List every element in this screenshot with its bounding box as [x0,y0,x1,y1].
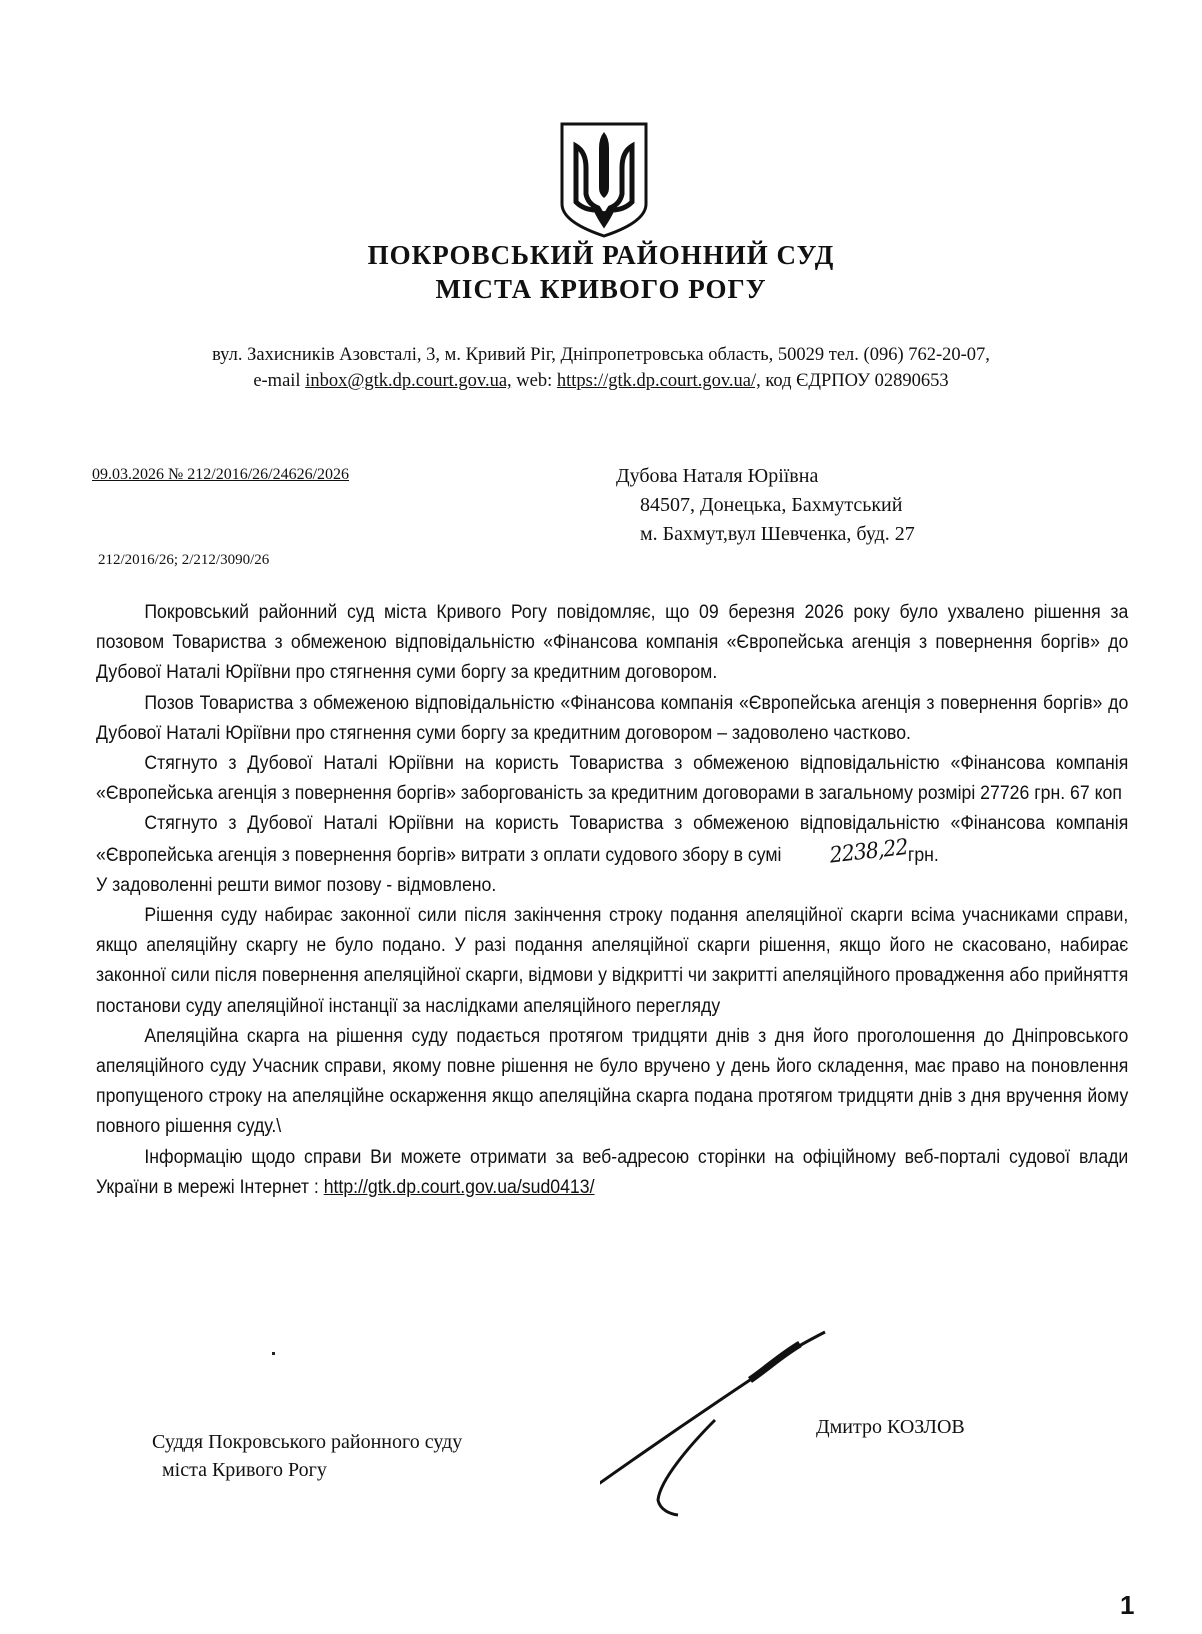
paragraph-debt-recovered: Стягнуто з Дубової Наталі Юріївни на користь Товариства з обмеженою відповідальністю «Фінансова компанія «Європейська агенція з повернення боргів» заборгованість за кредитним договорами в загальному розмірі 27726 грн. 67 коп [96,753,1129,805]
stray-mark [272,1352,275,1355]
handwritten-signature-icon [600,1320,960,1570]
paragraph-appeal: Апеляційна скарга на рішення суду подається протягом тридцяти днів з дня його проголошення до Дніпровського апеляційного суду Учасник справи, якому повне рішення не було вручено у день його складення, має право на поновлення пропущеного строку на апеляційне оскарження якщо апеляційна скарга подана протягом тридцяти днів з дня вручення йому повного рішення суду.\ [96,1025,1129,1138]
paragraph-rest-denied: У задоволенні решти вимог позову - відмовлено. [96,874,497,896]
paragraph-info: Інформацію щодо справи Ви можете отримати за веб-адресою сторінки на офіційному веб-порталі судової влади України в мережі Інтернет : http://gtk.dp.court.gov.ua/sud0413/ [96,1146,1129,1198]
recipient-address-line2: м. Бахмут,вул Шевченка, буд. 27 [640,523,915,545]
case-references: 212/2016/26; 2/212/3090/26 [98,552,270,568]
judge-position-line1: Суддя Покровського районного суду [152,1431,463,1453]
court-contacts [60,342,1142,394]
court-contact-line [60,368,1142,394]
case-info-link[interactable]: http://gtk.dp.court.gov.ua/sud0413/ [323,1176,595,1198]
judge-name: Дмитро КОЗЛОВ [816,1416,965,1438]
registration-number: 09.03.2026 № 212/2016/26/24626/2026 [92,466,350,483]
email-label: e-mail [253,371,301,391]
judge-position-line2: міста Кривого Рогу [162,1459,327,1481]
court-name-line1: ПОКРОВСЬКИЙ РАЙОННИЙ СУД [367,240,835,270]
paragraph-claim-result: Позов Товариства з обмеженою відповідальністю «Фінансова компанія «Європейська агенція з повернення боргів» до Дубової Наталі Юріївни про стягнення суми боргу за кредитним договором – задоволено частково. [96,692,1129,744]
paragraph-legal-force: Рішення суду набирає законної сили після закінчення строку подання апеляційної скарги всіма учасниками справи, якщо апеляційну скаргу не було подано. У разі подання апеляційної скарги рішення, якщо його не скасовано, набирає законної сили після повернення апеляційної скарги, відмови у відкритті чи закритті апеляційного провадження або прийняття постанови суду апеляційної інстанції за наслідками апеляційного перегляду [96,905,1129,1017]
trident-coat-of-arms-icon [558,118,650,240]
recipient-block [616,462,915,549]
paragraph-court-fee: Стягнуто з Дубової Наталі Юріївни на користь Товариства з обмеженою відповідальністю «Фінансова компанія «Європейська агенція з повернення боргів» витрати з оплати судового збору в сумі 2238,22грн. [96,809,1128,870]
court-address: вул. Захисників Азовсталі, 3, м. Кривий Ріг, Дніпропетровська область, 50029 тел. (096) 762-20-07, [212,345,990,365]
letter-body [96,598,1128,1203]
page-number: 1 [1120,1590,1135,1620]
email-link[interactable]: inbox@gtk.dp.court.gov.ua, [305,371,512,391]
paragraph-notice: Покровський районний суд міста Кривого Рогу повідомляє, що 09 березня 2026 року було ухвалено рішення за позовом Товариства з обмеженою відповідальністю «Фінансова компанія «Європейська агенція з повернення боргів» до Дубової Наталі Юріївни про стягнення суми боргу за кредитним договором. [96,602,1129,684]
recipient-name: Дубова Наталя Юріївна [616,465,819,487]
web-label: web: [516,371,553,391]
edrpou-code: код ЄДРПОУ 02890653 [765,371,949,391]
web-link[interactable]: https://gtk.dp.court.gov.ua/, [556,371,761,391]
court-name-line2: МІСТА КРИВОГО РОГУ [435,274,767,304]
handwritten-amount: 2238,22 [828,834,909,869]
recipient-address-line1: 84507, Донецька, Бахмутський [640,494,903,516]
judge-position [152,1428,462,1484]
